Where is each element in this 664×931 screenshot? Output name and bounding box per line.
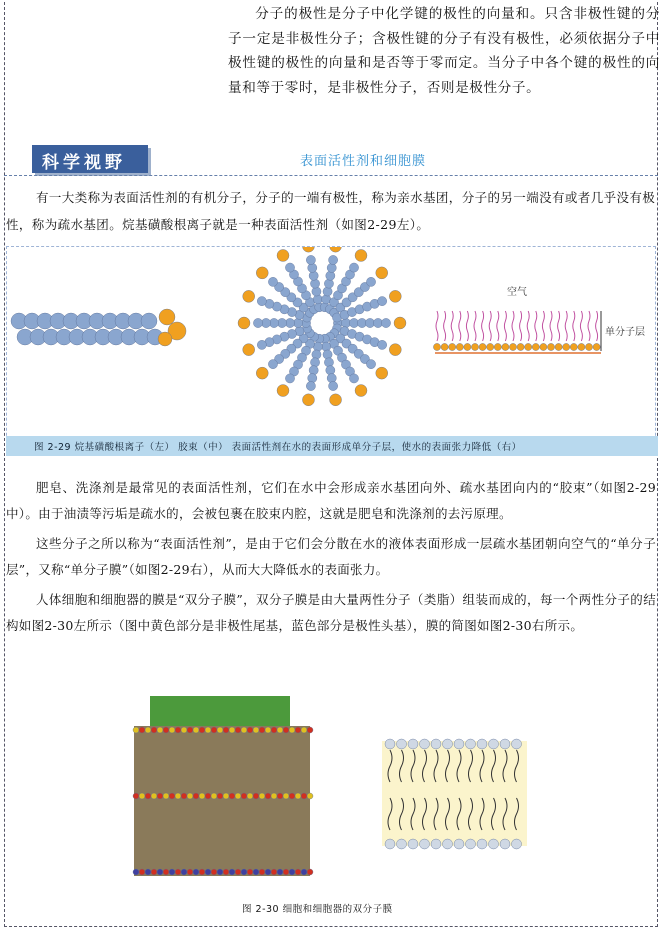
lipid-head <box>187 869 193 875</box>
schematic-head <box>477 739 487 749</box>
lipid-block <box>134 726 310 876</box>
micelle-tail-atom <box>329 255 338 264</box>
schematic-head <box>385 739 395 749</box>
micelle-tail-atom <box>306 255 315 264</box>
monolayer-head <box>471 343 478 350</box>
lipid-head <box>205 869 211 875</box>
lipid-head <box>253 869 259 875</box>
monolayer-tail <box>558 311 560 341</box>
paragraph-membrane: 人体细胞和细胞器的膜是“双分子膜”，双分子膜是由大量两性分子（类脂）组装而成的，每一个两性分子的结构如图2-30左所示（图中黄色部分是非极性尾基，蓝色部分是极性头基），膜的简图如图2-30右所示。 <box>6 592 656 633</box>
lipid-head <box>247 793 253 799</box>
lipid-head <box>169 793 175 799</box>
lipid-head <box>241 869 247 875</box>
lipid-head <box>169 727 175 733</box>
micelle-head-atom <box>394 317 406 329</box>
monolayer-head <box>555 343 562 350</box>
micelle-tail-atom <box>309 366 318 375</box>
lipid-head <box>181 727 187 733</box>
sulfonate-atom <box>158 332 172 346</box>
lipid-head <box>169 869 175 875</box>
micelle-tail-atom <box>366 360 375 369</box>
lipid-head <box>271 727 277 733</box>
micelle-tail-atom <box>326 271 335 280</box>
lipid-head <box>307 793 313 799</box>
lipid-head <box>259 793 265 799</box>
monolayer-tail <box>459 311 461 341</box>
lipid-head <box>223 793 229 799</box>
lipid-head <box>163 793 169 799</box>
lipid-head <box>133 727 139 733</box>
lipid-head <box>133 869 139 875</box>
air-label: 空气 <box>507 287 527 298</box>
lipid-head <box>217 727 223 733</box>
monolayer-tail <box>451 311 453 341</box>
monolayer-head <box>532 343 539 350</box>
lipid-head <box>163 869 169 875</box>
monolayer-tail <box>580 311 582 341</box>
lipid-head <box>199 793 205 799</box>
micelle-head-atom <box>243 290 255 302</box>
lipid-head <box>181 793 187 799</box>
lipid-head <box>277 793 283 799</box>
lipid-head <box>265 793 271 799</box>
micelle-tail-atom <box>257 340 266 349</box>
micelle-head-atom <box>376 367 388 379</box>
figure-2-29-illustrations <box>7 247 657 437</box>
schematic-head <box>397 739 407 749</box>
section-badge <box>32 145 148 173</box>
lipid-head <box>235 793 241 799</box>
lipid-head <box>229 793 235 799</box>
lipid-head <box>193 793 199 799</box>
monolayer-tail <box>466 311 468 341</box>
micelle-tail-atom <box>378 340 387 349</box>
lipid-head <box>283 727 289 733</box>
monolayer-tail <box>444 311 446 341</box>
monolayer-head <box>578 343 585 350</box>
monolayer-head <box>502 343 509 350</box>
lipid-head <box>295 793 301 799</box>
lipid-head <box>145 793 151 799</box>
schematic-head <box>420 839 430 849</box>
micelle-tail-atom <box>257 297 266 306</box>
monolayer-tail <box>527 311 529 341</box>
intro-paragraph: 分子的极性是分子中化学键的极性的向量和。只含非极性键的分子一定是非极性分子；含极性键的分子有没有极性，必须依据分子中极性键的极性的向量和是否等于零而定。当分子中各个键的极性的向量和等于零时，是非极性分子，否则是极性分子。 <box>228 6 660 96</box>
monolayer-head <box>479 343 486 350</box>
micelle-head-atom <box>376 267 388 279</box>
micelle-tail-atom <box>313 295 322 304</box>
lipid-head <box>301 793 307 799</box>
lipid-head <box>145 869 151 875</box>
lipid-head <box>289 793 295 799</box>
monolayer-head <box>570 343 577 350</box>
monolayer-tail <box>542 311 544 341</box>
lipid-head <box>199 727 205 733</box>
lipid-head <box>277 727 283 733</box>
micelle-head-atom <box>302 247 314 252</box>
science-text <box>6 184 656 238</box>
lipid-head <box>151 869 157 875</box>
lipid-head <box>271 869 277 875</box>
lipid-head <box>175 869 181 875</box>
lipid-head <box>271 793 277 799</box>
figure-2-30-caption: 图 2-30 细胞和细胞器的双分子膜 <box>242 904 393 915</box>
carbon-atom <box>141 313 157 329</box>
lipid-head <box>163 727 169 733</box>
micelle-head-atom <box>389 344 401 356</box>
bilayer-schematic <box>382 739 527 849</box>
monolayer-tail <box>482 311 484 341</box>
monolayer-tail <box>520 311 522 341</box>
lipid-head <box>211 793 217 799</box>
monolayer-tail <box>550 311 552 341</box>
schematic-head <box>420 739 430 749</box>
lipid-head <box>241 793 247 799</box>
monolayer-tail <box>497 311 499 341</box>
lipid-head <box>157 869 163 875</box>
lipid-head <box>139 869 145 875</box>
figure-2-29-caption-bar <box>6 436 658 456</box>
monolayer-head <box>540 343 547 350</box>
micelle-head-atom <box>238 317 250 329</box>
schematic-head <box>477 839 487 849</box>
monolayer-tail <box>504 311 506 341</box>
monolayer-tail <box>596 311 598 341</box>
lipid-head <box>211 869 217 875</box>
section-title: 表面活性剂和细胞膜 <box>300 154 427 169</box>
lipid-head <box>307 869 313 875</box>
micelle-tail-atom <box>349 263 358 272</box>
monolayer-head <box>563 343 570 350</box>
micelle-tail-atom <box>285 263 294 272</box>
monolayer-head <box>593 343 600 350</box>
lipid-head <box>295 869 301 875</box>
lipid-head <box>283 869 289 875</box>
schematic-head <box>385 839 395 849</box>
schematic-head <box>500 739 510 749</box>
body-text <box>6 475 656 643</box>
schematic-head <box>408 739 418 749</box>
schematic-head <box>443 739 453 749</box>
lipid-head <box>175 793 181 799</box>
micelle-tail-atom <box>310 358 319 367</box>
micelle-tail-atom <box>378 297 387 306</box>
micelle-tail-atom <box>285 374 294 383</box>
lipid-head <box>145 727 151 733</box>
micelle-tail-atom <box>366 277 375 286</box>
micelle-tail-atom <box>268 277 277 286</box>
bilayer-3d-model <box>133 696 313 876</box>
monolayer-head <box>433 343 440 350</box>
monolayer-tail <box>489 311 491 341</box>
micelle-head-atom <box>256 367 268 379</box>
monolayer-tail <box>535 311 537 341</box>
micelle-tail-atom <box>326 366 335 375</box>
micelle-tail-atom <box>324 358 333 367</box>
lipid-head <box>187 793 193 799</box>
micelle-tail-atom <box>306 381 315 390</box>
micelle-head-atom <box>243 344 255 356</box>
schematic-head <box>454 839 464 849</box>
schematic-head <box>500 839 510 849</box>
micelle-tail-atom <box>310 279 319 288</box>
lipid-head <box>223 727 229 733</box>
monolayer-head <box>456 343 463 350</box>
monolayer-head <box>517 343 524 350</box>
lipid-head <box>181 869 187 875</box>
intro-text <box>228 2 660 100</box>
lipid-head <box>289 869 295 875</box>
lipid-head <box>283 793 289 799</box>
lipid-head <box>259 727 265 733</box>
micelle-head-atom <box>330 394 342 406</box>
science-paragraph: 有一大类称为表面活性剂的有机分子，分子的一端有极性，称为亲水基团，分子的另一端没有或者几乎没有极性，称为疏水基团。烷基磺酸根离子就是一种表面活性剂（如图2-29左）。 <box>6 190 656 232</box>
micelle-head-atom <box>389 290 401 302</box>
lipid-head <box>205 727 211 733</box>
lipid-head <box>211 727 217 733</box>
lipid-head <box>265 727 271 733</box>
monolayer-label: 单分子层 <box>605 327 645 338</box>
section-badge-label: 科学视野 <box>42 153 126 173</box>
figure-2-29-caption: 图 2-29 烷基磺酸根离子（左） 胶束（中） 表面活性剂在水的表面形成单分子层，使水的表面张力降低（右） <box>34 442 522 453</box>
micelle-tail-atom <box>327 374 336 383</box>
schematic-head <box>397 839 407 849</box>
monolayer-head <box>494 343 501 350</box>
schematic-head <box>489 739 499 749</box>
schematic-head <box>512 739 522 749</box>
micelle-tail-atom <box>381 318 390 327</box>
paragraph-soap: 肥皂、洗涤剂是最常见的表面活性剂，它们在水中会形成亲水基团向外、疏水基团向内的“胶束”（如图2-29中）。由于油渍等污垢是疏水的，会被包裹在胶束内腔，这就是肥皂和洗涤剂的去污原理。 <box>6 480 656 521</box>
monolayer-tail <box>573 311 575 341</box>
lipid-head <box>217 869 223 875</box>
lipid-head <box>259 869 265 875</box>
micelle-head-atom <box>355 249 367 261</box>
monolayer-tail <box>512 311 514 341</box>
schematic-head <box>489 839 499 849</box>
monolayer-head <box>464 343 471 350</box>
micelle-tail-atom <box>312 287 321 296</box>
lipid-head <box>295 727 301 733</box>
schematic-head <box>443 839 453 849</box>
micelle-tail-atom <box>253 318 262 327</box>
schematic-head <box>408 839 418 849</box>
monolayer-head <box>509 343 516 350</box>
micelle-head-atom <box>355 385 367 397</box>
lipid-head <box>139 793 145 799</box>
micelle-tail-atom <box>329 381 338 390</box>
lipid-head <box>253 727 259 733</box>
lipid-head <box>193 727 199 733</box>
micelle-head-atom <box>277 385 289 397</box>
schematic-head <box>466 839 476 849</box>
lipid-head <box>229 727 235 733</box>
sulfonate-atom <box>159 309 175 325</box>
micelle <box>238 247 406 406</box>
micelle-tail-atom <box>324 279 333 288</box>
lipid-head <box>235 869 241 875</box>
micelle-tail-atom <box>327 263 336 272</box>
lipid-head <box>151 727 157 733</box>
lipid-head <box>241 727 247 733</box>
alkyl-sulfonate-ion <box>11 309 186 346</box>
lipid-head <box>301 727 307 733</box>
micelle-tail-atom <box>323 287 332 296</box>
lipid-head <box>247 869 253 875</box>
figure-2-30 <box>120 686 650 896</box>
micelle-tail-atom <box>323 350 332 359</box>
lipid-head <box>229 869 235 875</box>
figure-2-29 <box>6 246 656 456</box>
schematic-head <box>431 739 441 749</box>
micelle-tail-atom <box>309 271 318 280</box>
lipid-head <box>157 793 163 799</box>
schematic-head <box>431 839 441 849</box>
schematic-head <box>454 739 464 749</box>
micelle-tail-atom <box>322 342 331 351</box>
lipid-head <box>307 727 313 733</box>
section-divider <box>4 175 658 176</box>
lipid-head <box>289 727 295 733</box>
schematic-head <box>512 839 522 849</box>
micelle-head-atom <box>330 247 342 252</box>
lipid-head <box>175 727 181 733</box>
micelle-tail-atom <box>349 374 358 383</box>
monolayer-tail <box>474 311 476 341</box>
lipid-head <box>301 869 307 875</box>
lipid-head <box>199 869 205 875</box>
paragraph-surfactant: 这些分子之所以称为“表面活性剂”，是由于它们会分散在水的液体表面形成一层疏水基团朝向空气的“单分子层”，又称“单分子膜”（如图2-29右），从而大大降低水的表面张力。 <box>6 536 656 577</box>
monolayer-tail <box>588 311 590 341</box>
monolayer-head <box>547 343 554 350</box>
lipid-head <box>223 869 229 875</box>
monolayer-diagram <box>433 311 601 353</box>
monolayer-head <box>525 343 532 350</box>
monolayer-tail <box>565 311 567 341</box>
lipid-head <box>235 727 241 733</box>
lipid-head <box>217 793 223 799</box>
schematic-head <box>466 739 476 749</box>
micelle-tail-atom <box>312 350 321 359</box>
lipid-head <box>187 727 193 733</box>
lipid-head <box>157 727 163 733</box>
lipid-head <box>205 793 211 799</box>
micelle-head-atom <box>302 394 314 406</box>
monolayer-tail <box>436 311 438 341</box>
lipid-head <box>133 793 139 799</box>
micelle-head-atom <box>277 249 289 261</box>
lipid-head <box>247 727 253 733</box>
lipid-head <box>193 869 199 875</box>
lipid-head <box>265 869 271 875</box>
monolayer-head <box>585 343 592 350</box>
monolayer-head <box>441 343 448 350</box>
lipid-head <box>151 793 157 799</box>
micelle-tail-atom <box>308 263 317 272</box>
lipid-head <box>139 727 145 733</box>
micelle-head-atom <box>256 267 268 279</box>
micelle-tail-atom <box>268 360 277 369</box>
micelle-tail-atom <box>308 374 317 383</box>
monolayer-head <box>487 343 494 350</box>
lipid-head <box>277 869 283 875</box>
lipid-head <box>253 793 259 799</box>
monolayer-head <box>449 343 456 350</box>
